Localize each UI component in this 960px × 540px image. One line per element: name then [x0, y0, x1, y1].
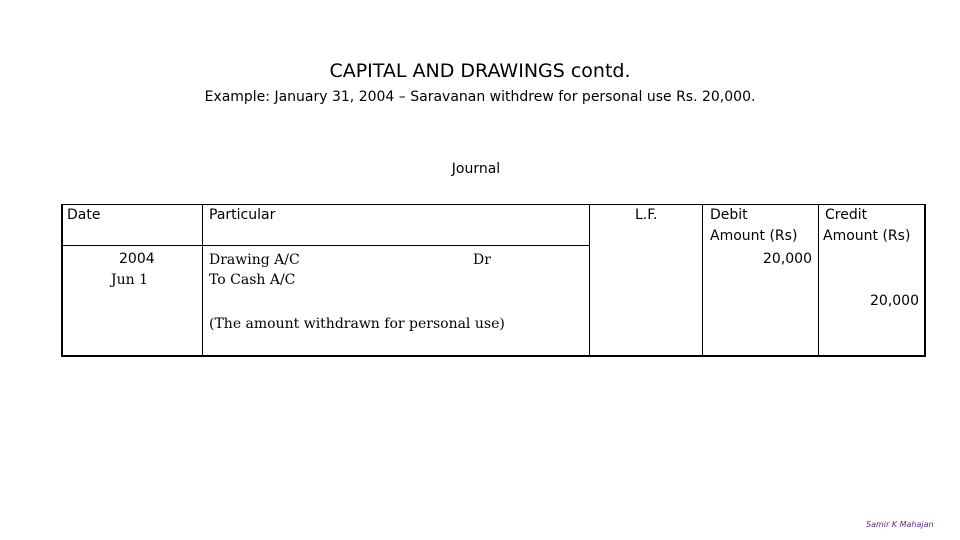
divider-lf — [702, 205, 703, 355]
header-date: Date — [67, 207, 101, 223]
divider-date — [202, 205, 203, 355]
divider-debit — [818, 205, 819, 355]
author-signature: Samir K Mahajan — [866, 520, 934, 529]
entry-dr-marker: Dr — [473, 252, 491, 268]
divider-particular — [589, 205, 590, 355]
header-debit-amount: Amount (Rs) — [710, 228, 798, 244]
slide-subtitle: Example: January 31, 2004 – Saravanan withdrew for personal use Rs. 20,000. — [204, 89, 756, 105]
entry-narration: (The amount withdrawn for personal use) — [209, 316, 505, 332]
entry-debit-account: Drawing A/C — [209, 252, 300, 268]
entry-year: 2004 — [119, 251, 155, 267]
header-debit: Debit — [710, 207, 748, 223]
entry-debit-amount: 20,000 — [763, 251, 812, 267]
entry-date: Jun 1 — [111, 272, 149, 288]
header-lf: L.F. — [635, 207, 658, 223]
journal-label: Journal — [451, 161, 501, 177]
journal-table — [61, 204, 926, 357]
entry-credit-amount: 20,000 — [870, 293, 919, 309]
header-particular: Particular — [209, 207, 276, 223]
header-separator — [63, 245, 589, 246]
slide-title: CAPITAL AND DRAWINGS contd. — [329, 60, 631, 82]
entry-credit-account: To Cash A/C — [209, 272, 296, 288]
header-credit-amount: Amount (Rs) — [823, 228, 911, 244]
header-credit: Credit — [825, 207, 868, 223]
